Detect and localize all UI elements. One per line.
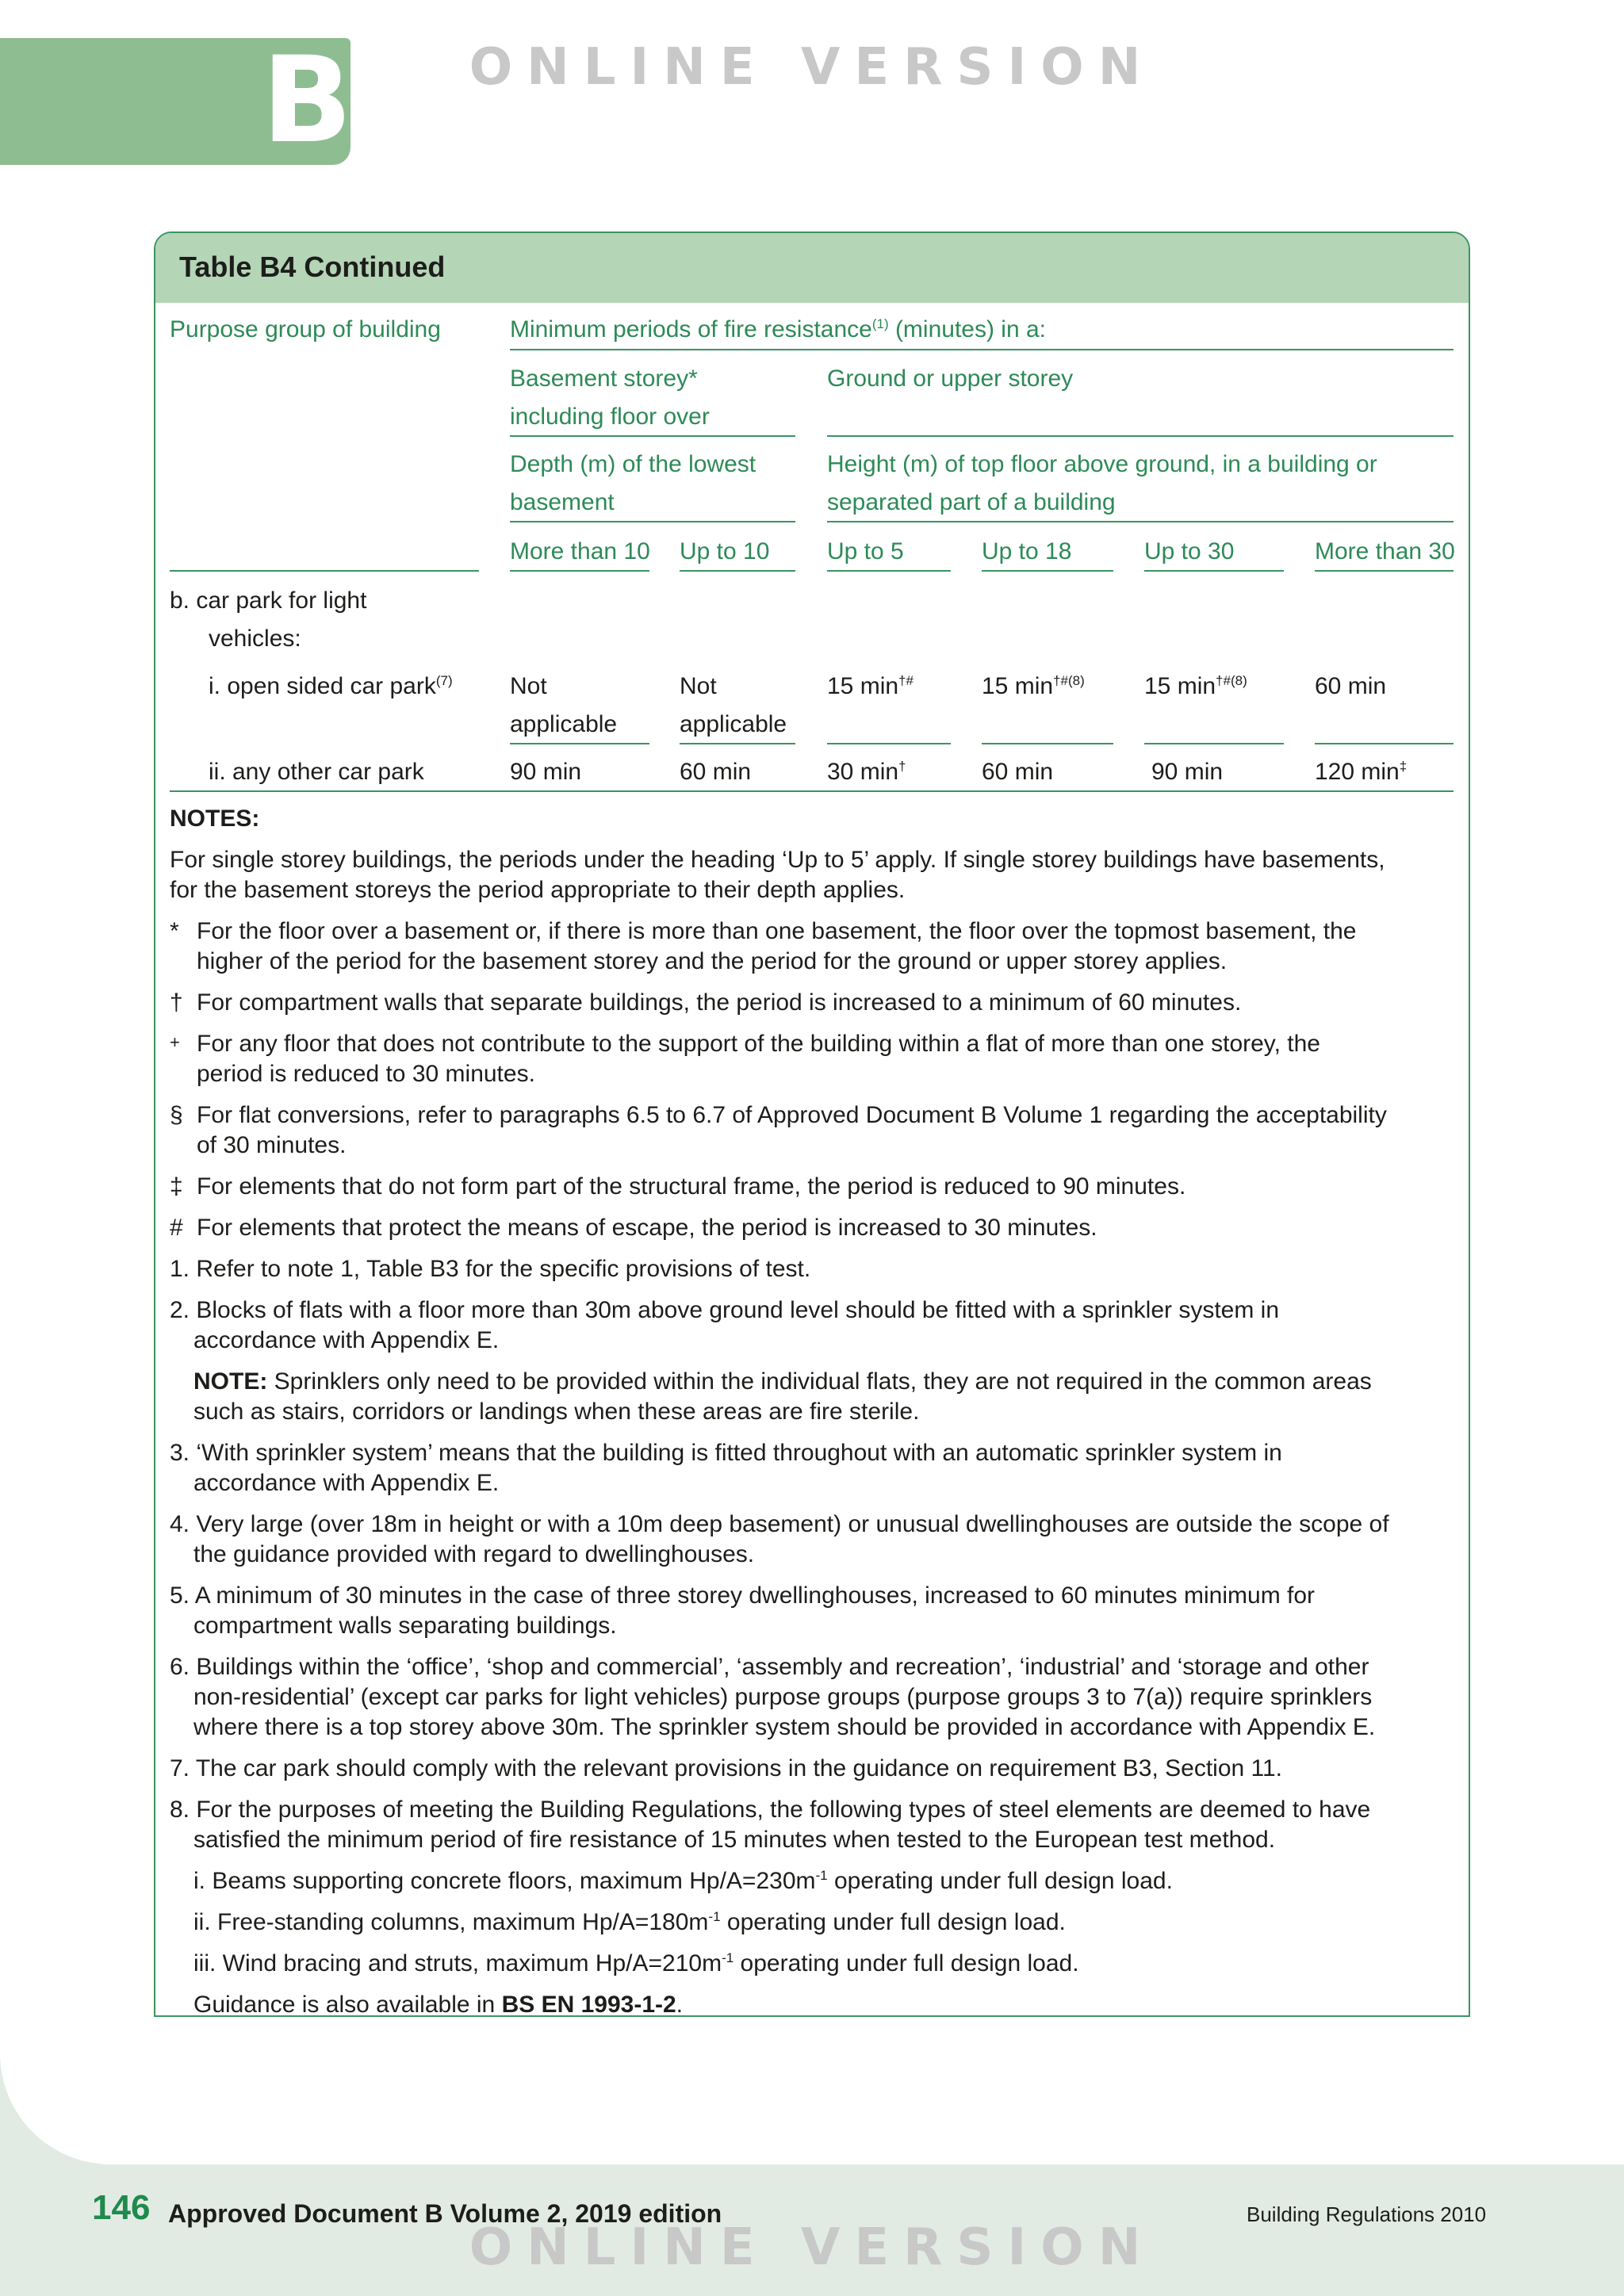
row-i-c4: 15 $\min^{\dagger\#(8)}$ <box>982 673 1085 699</box>
row-i-c2-l2: applicable <box>680 711 787 737</box>
rule <box>510 349 1454 350</box>
subheader-more-than-10: More than 10 <box>510 538 650 564</box>
subheader-up-to-30: Up to 30 <box>1144 538 1235 564</box>
ground-upper-heading: Ground or upper storey <box>827 365 1074 392</box>
col-purpose-heading: Purpose group of building <box>170 316 441 342</box>
rule <box>680 743 795 744</box>
note-section-l1: For flat conversions, refer to paragraphs 6.5 to 6.7 of Approved Document B Volume 1 regarding the acceptability <box>197 1102 1387 1128</box>
row-ii-c6: 120 min‡ <box>1315 759 1408 785</box>
rule <box>680 570 795 572</box>
row-ii-label: ii. any other car park <box>209 759 424 785</box>
note-6-l1: 6. Buildings within the ‘office’, ‘shop and commercial’, ‘assembly and recreation’, ‘industrial’ and ‘storage and other <box>170 1654 1369 1680</box>
note-dagger-l1: For compartment walls that separate buildings, the period is increased to a minimum of 60 minutes. <box>197 989 1242 1016</box>
subheader-up-to-18: Up to 18 <box>982 538 1072 564</box>
note-5-l1: 5. A minimum of 30 minutes in the case of three storey dwellinghouses, increased to 60 minutes minimum for <box>170 1582 1316 1609</box>
note-3-l1: 3. ‘With sprinkler system’ means that the building is fitted throughout with an automatic sprinkler system in <box>170 1440 1282 1466</box>
height-heading-l2: separated part of a building <box>827 489 1116 515</box>
basement-heading-l2: including floor over <box>510 404 710 430</box>
rule <box>170 790 1454 792</box>
rule <box>510 743 649 744</box>
note-guidance: Guidance is also available in BS EN 1993-1-2. <box>193 1992 684 2018</box>
note-5-l2: compartment walls separating buildings. <box>193 1613 617 1639</box>
depth-heading-l2: basement <box>510 489 615 515</box>
note-2-note-l1: NOTE: Sprinklers only need to be provided within the individual flats, they are not required in the common areas <box>193 1368 1372 1395</box>
note-4-l2: the guidance provided with regard to dwellinghouses. <box>193 1541 755 1567</box>
row-i-c3: 15 min†# <box>827 673 914 699</box>
note-8-i: i. Beams supporting concrete floors, maximum $Hp/A=230m^{-1}$ operating under full design load. <box>193 1868 1173 1894</box>
note-star-l1: For the floor over a basement or, if there is more than one basement, the floor over the topmost basement, the <box>197 918 1357 944</box>
note-6-l3: where there is a top storey above 30m. The sprinkler system should be provided in accordance with Appendix E. <box>193 1714 1376 1740</box>
note-mark-ddagger: ‡ <box>170 1173 183 1200</box>
subheader-more-than-30: More than 30 <box>1315 538 1455 564</box>
table-title: Table B4 Continued <box>179 251 446 283</box>
note-mark-dagger: † <box>170 989 183 1016</box>
note-8-l1: 8. For the purposes of meeting the Building Regulations, the following types of steel elements are deemed to have <box>170 1797 1371 1823</box>
watermark-top: ONLINE VERSION <box>469 38 1155 97</box>
depth-heading-l1: Depth (m) of the lowest <box>510 451 756 477</box>
note-plus-l2: period is reduced to 30 minutes. <box>197 1061 535 1087</box>
notes-intro-l1: For single storey buildings, the periods under the heading ‘Up to 5’ apply. If single storey buildings have basements, <box>170 847 1385 873</box>
note-mark-section: § <box>170 1102 183 1128</box>
row-ii-c5: 90 min <box>1151 759 1224 785</box>
row-i-c2-l1: Not <box>680 673 717 699</box>
row-ii-c2: 60 min <box>680 759 752 785</box>
row-ii-c4: 60 min <box>982 759 1054 785</box>
rule <box>1144 570 1284 572</box>
rule <box>827 743 951 744</box>
notes-heading: NOTES: <box>170 806 260 832</box>
note-1: 1. Refer to note 1, Table B3 for the specific provisions of test. <box>170 1256 811 1282</box>
row-b-label-l1: b. car park for light <box>170 587 367 614</box>
note-ddagger-l1: For elements that do not form part of the structural frame, the period is reduced to 90 minutes. <box>197 1173 1186 1200</box>
note-2-l1: 2. Blocks of flats with a floor more than 30m above ground level should be fitted with a sprinkler system in <box>170 1297 1280 1323</box>
table-header <box>155 233 1469 303</box>
note-star-l2: higher of the period for the basement storey and the period for the ground or upper storey applies. <box>197 948 1228 974</box>
rule <box>827 570 951 572</box>
row-i-c5: 15 $\min^{\dagger\#(8)}$ <box>1144 673 1247 699</box>
rule <box>827 435 1454 437</box>
note-2-l2: accordance with Appendix E. <box>193 1327 500 1353</box>
note-plus-l1: For any floor that does not contribute to the support of the building within a flat of more than one storey, the <box>197 1031 1320 1057</box>
note-6-l2: non-residential’ (except car parks for light vehicles) purpose groups (purpose groups 3 to 7(a)) require sprinklers <box>193 1684 1373 1710</box>
notes-intro-l2: for the basement storeys the period appropriate to their depth applies. <box>170 877 906 903</box>
note-8-l2: satisfied the minimum period of fire resistance of 15 minutes when tested to the European test method. <box>193 1827 1276 1853</box>
note-hash-l1: For elements that protect the means of escape, the period is increased to 30 minutes. <box>197 1215 1097 1241</box>
row-i-c1-l1: Not <box>510 673 547 699</box>
rule <box>827 521 1454 522</box>
rule <box>510 521 795 522</box>
row-i-c1-l2: applicable <box>510 711 618 737</box>
rule <box>510 570 649 572</box>
footer-regulations: Building Regulations 2010 <box>1247 2202 1487 2226</box>
note-7: 7. The car park should comply with the relevant provisions in the guidance on requirement B3, Section 11. <box>170 1755 1283 1781</box>
note-2-note-l2: such as stairs, corridors or landings when these areas are fire sterile. <box>193 1399 920 1425</box>
note-8-iii: iii. Wind bracing and struts, maximum $Hp/A=210m^{-1}$ operating under full design load. <box>193 1950 1079 1976</box>
note-mark-plus: + <box>170 1032 180 1052</box>
rule <box>1315 743 1454 744</box>
page-number: 146 <box>92 2188 151 2227</box>
row-b-label-l2: vehicles: <box>209 626 301 652</box>
col-min-periods-heading: Minimum periods of fire resistance$^{(1)}$ (minutes) in a: <box>510 316 1047 342</box>
subheader-up-to-5: Up to 5 <box>827 538 904 564</box>
section-letter: B <box>262 32 353 170</box>
note-3-l2: accordance with Appendix E. <box>193 1470 500 1496</box>
subheader-up-to-10: Up to 10 <box>680 538 770 564</box>
row-ii-c3: 30 min† <box>827 759 906 785</box>
rule <box>170 570 479 572</box>
basement-heading-l1: Basement storey* <box>510 365 698 392</box>
rule <box>982 570 1113 572</box>
rule <box>982 743 1113 744</box>
note-mark-hash: # <box>170 1215 183 1241</box>
watermark-bottom: ONLINE VERSION <box>469 2218 1155 2277</box>
note-4-l1: 4. Very large (over 18m in height or with a 10m deep basement) or unusual dwellinghouses are outside the scope of <box>170 1511 1389 1537</box>
footer-title: Approved Document B Volume 2, 2019 edition <box>168 2199 722 2228</box>
note-section-l2: of 30 minutes. <box>197 1132 347 1158</box>
rule <box>1144 743 1284 744</box>
row-i-c6: 60 min <box>1315 673 1387 699</box>
row-i-label: i. open sided car park$^{(7)}$ <box>209 673 453 699</box>
row-ii-c1: 90 min <box>510 759 582 785</box>
note-mark-star: * <box>170 918 179 944</box>
note-8-ii: ii. Free-standing columns, maximum $Hp/A=180m^{-1}$ operating under full design load. <box>193 1909 1066 1935</box>
rule <box>1315 570 1454 572</box>
height-heading-l1: Height (m) of top floor above ground, in a building or <box>827 451 1377 477</box>
rule <box>510 435 795 437</box>
